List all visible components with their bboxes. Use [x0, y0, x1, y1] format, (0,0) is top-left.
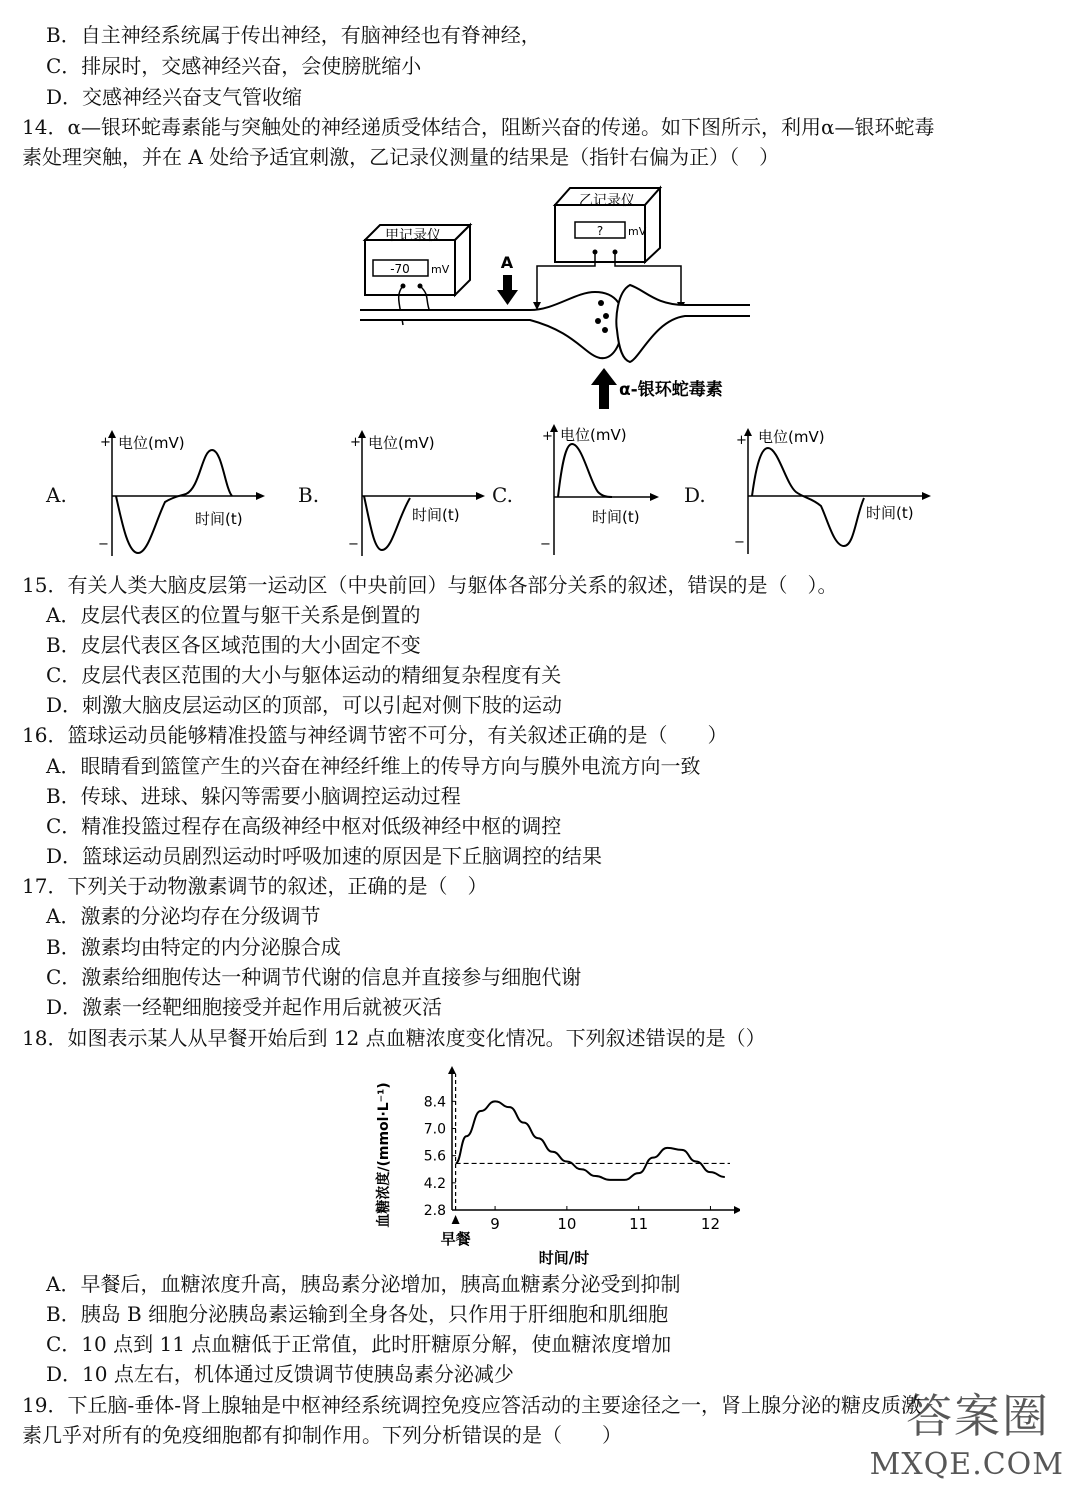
svg-text:−: −	[734, 535, 745, 550]
graph-c-ylabel: 电位(mV)	[560, 426, 627, 444]
y-tick-label: 7.0	[423, 1121, 446, 1138]
graph-d-curve	[752, 448, 864, 546]
q19-stem-line1: 19．下丘脑-垂体-肾上腺轴是中枢神经系统调控免疫应答活动的主要途径之一，肾上腺分泌的糖皮质激	[22, 1393, 921, 1417]
graph-c-letter: C.	[492, 483, 513, 507]
graph-b-letter: B.	[298, 483, 320, 507]
graph-d-ylabel: 电位(mV)	[758, 428, 825, 446]
q18-option-a: A．早餐后，血糖浓度升高，胰岛素分泌增加，胰高血糖素分泌受到抑制	[46, 1272, 681, 1296]
y-axis-label: 血糖浓度/(mmol·L⁻¹)	[376, 1082, 392, 1228]
graph-a	[90, 428, 270, 558]
svg-text:−: −	[98, 537, 109, 552]
y-axis-arrow-icon	[448, 1066, 456, 1074]
watermark-logo: 答案圈	[906, 1389, 1050, 1443]
y-tick-label: 4.2	[423, 1175, 446, 1192]
graph-c	[532, 422, 672, 557]
q18-option-b: B．胰岛 B 细胞分泌胰岛素运输到全身各处，只作用于肝细胞和肌细胞	[46, 1302, 669, 1326]
x-axis-label: 时间/时	[538, 1249, 590, 1266]
q17-option-b: B．激素均由特定的内分泌腺合成	[46, 935, 341, 959]
x-start-label: 早餐	[440, 1230, 471, 1248]
q15-option-b: B．皮层代表区各区域范围的大小固定不变	[46, 633, 421, 657]
q13-option-d: D．交感神经兴奋支气管收缩	[46, 85, 303, 109]
graph-b	[340, 428, 490, 558]
svg-text:+: +	[542, 429, 553, 444]
x-tick-label: 12	[700, 1215, 721, 1233]
svg-text:−: −	[348, 537, 359, 552]
q16-option-d: D．篮球运动员剧烈运动时呼吸加速的原因是下丘脑调控的结果	[46, 844, 603, 868]
graph-a-ylabel: 电位(mV)	[118, 434, 185, 452]
graph-d	[726, 426, 936, 556]
q14-stem-line2: 素处理突触，并在 A 处给予适宜刺激，乙记录仪测量的结果是（指针右偏为正）（ ）	[22, 145, 780, 169]
recorder-a-value: -70	[390, 262, 410, 276]
graph-d-letter: D.	[684, 483, 706, 507]
y-tick-label: 2.8	[423, 1203, 446, 1219]
x-tick-label: 11	[629, 1215, 649, 1233]
graph-b-curve	[364, 496, 410, 550]
watermark-url: MXQE.COM	[869, 1447, 1064, 1482]
y-tick-label: 5.6	[423, 1148, 446, 1165]
q18-option-d: D．10 点左右，机体通过反馈调节使胰岛素分泌减少	[46, 1362, 514, 1386]
q15-option-d: D．刺激大脑皮层运动区的顶部，可以引起对侧下肢的运动	[46, 693, 563, 717]
y-tick-label: 8.4	[423, 1094, 446, 1111]
graph-c-curve	[558, 444, 612, 497]
graph-b-ylabel: 电位(mV)	[368, 434, 435, 452]
q17-option-a: A．激素的分泌均存在分级调节	[46, 904, 321, 928]
graph-b-xlabel: 时间(t)	[412, 506, 460, 524]
breakfast-arrow-icon	[452, 1215, 460, 1224]
svg-text:+: +	[736, 433, 747, 448]
q13-option-b: B．自主神经系统属于传出神经，有脑神经也有脊神经，	[46, 23, 541, 47]
q16-option-a: A．眼睛看到篮筐产生的兴奋在神经纤维上的传导方向与膜外电流方向一致	[46, 754, 701, 778]
q18-stem: 18．如图表示某人从早餐开始后到 12 点血糖浓度变化情况。下列叙述错误的是（）	[22, 1026, 766, 1050]
q15-option-a: A．皮层代表区的位置与躯干关系是倒置的	[46, 603, 421, 627]
graph-a-letter: A.	[46, 483, 67, 507]
graph-a-xlabel: 时间(t)	[195, 510, 243, 528]
q17-option-c: C．激素给细胞传达一种调节代谢的信息并直接参与细胞代谢	[46, 965, 582, 989]
q17-stem: 17．下列关于动物激素调节的叙述，正确的是（ ）	[22, 874, 488, 898]
svg-text:+: +	[350, 435, 361, 450]
graph-a-curve	[116, 450, 232, 553]
recorder-b-unit: mV	[628, 225, 647, 238]
x-tick-label: 9	[490, 1215, 500, 1233]
q14-stem-line1: 14．α—银环蛇毒素能与突触处的神经递质受体结合，阻断兴奋的传递。如下图所示，利用α—银环蛇毒	[22, 115, 935, 139]
glucose-chart	[368, 1063, 740, 1266]
q16-stem: 16．篮球运动员能够精准投篮与神经调节密不可分，有关叙述正确的是（ ）	[22, 723, 728, 747]
recorder-b-value: ?	[596, 224, 604, 238]
recorder-b-label: 乙记录仪	[579, 193, 635, 209]
toxin-arrow-icon	[591, 368, 617, 385]
synapse-figure	[355, 180, 755, 415]
q16-option-b: B．传球、进球、躲闪等需要小脑调控运动过程	[46, 784, 461, 808]
stimulus-label: A	[500, 253, 514, 272]
recorder-a	[365, 225, 470, 295]
x-tick-label: 10	[557, 1215, 577, 1233]
q13-option-c: C．排尿时，交感神经兴奋，会使膀胱缩小	[46, 54, 422, 78]
graph-c-xlabel: 时间(t)	[592, 508, 640, 526]
glucose-curve	[456, 1101, 725, 1180]
svg-text:+: +	[100, 435, 111, 450]
recorder-b	[555, 188, 660, 262]
q15-option-c: C．皮层代表区范围的大小与躯体运动的精细复杂程度有关	[46, 663, 562, 687]
recorder-a-label: 甲记录仪	[385, 228, 441, 244]
q19-stem-line2: 素几乎对所有的免疫细胞都有抑制作用。下列分析错误的是（ ）	[22, 1423, 622, 1447]
q15-stem: 15．有关人类大脑皮层第一运动区（中央前回）与躯体各部分关系的叙述，错误的是（ ）。	[22, 573, 838, 597]
q17-option-d: D．激素一经靶细胞接受并起作用后就被灭活	[46, 995, 443, 1019]
recorder-a-unit: mV	[431, 263, 450, 276]
q18-option-c: C．10 点到 11 点血糖低于正常值，此时肝糖原分解，使血糖浓度增加	[46, 1332, 672, 1356]
svg-text:−: −	[540, 537, 551, 552]
graph-d-xlabel: 时间(t)	[866, 504, 914, 522]
x-axis-arrow-icon	[734, 1206, 740, 1214]
toxin-label: α-银环蛇毒素	[619, 380, 723, 400]
stimulus-arrow-icon	[497, 290, 518, 305]
q16-option-c: C．精准投篮过程存在高级神经中枢对低级神经中枢的调控	[46, 814, 562, 838]
